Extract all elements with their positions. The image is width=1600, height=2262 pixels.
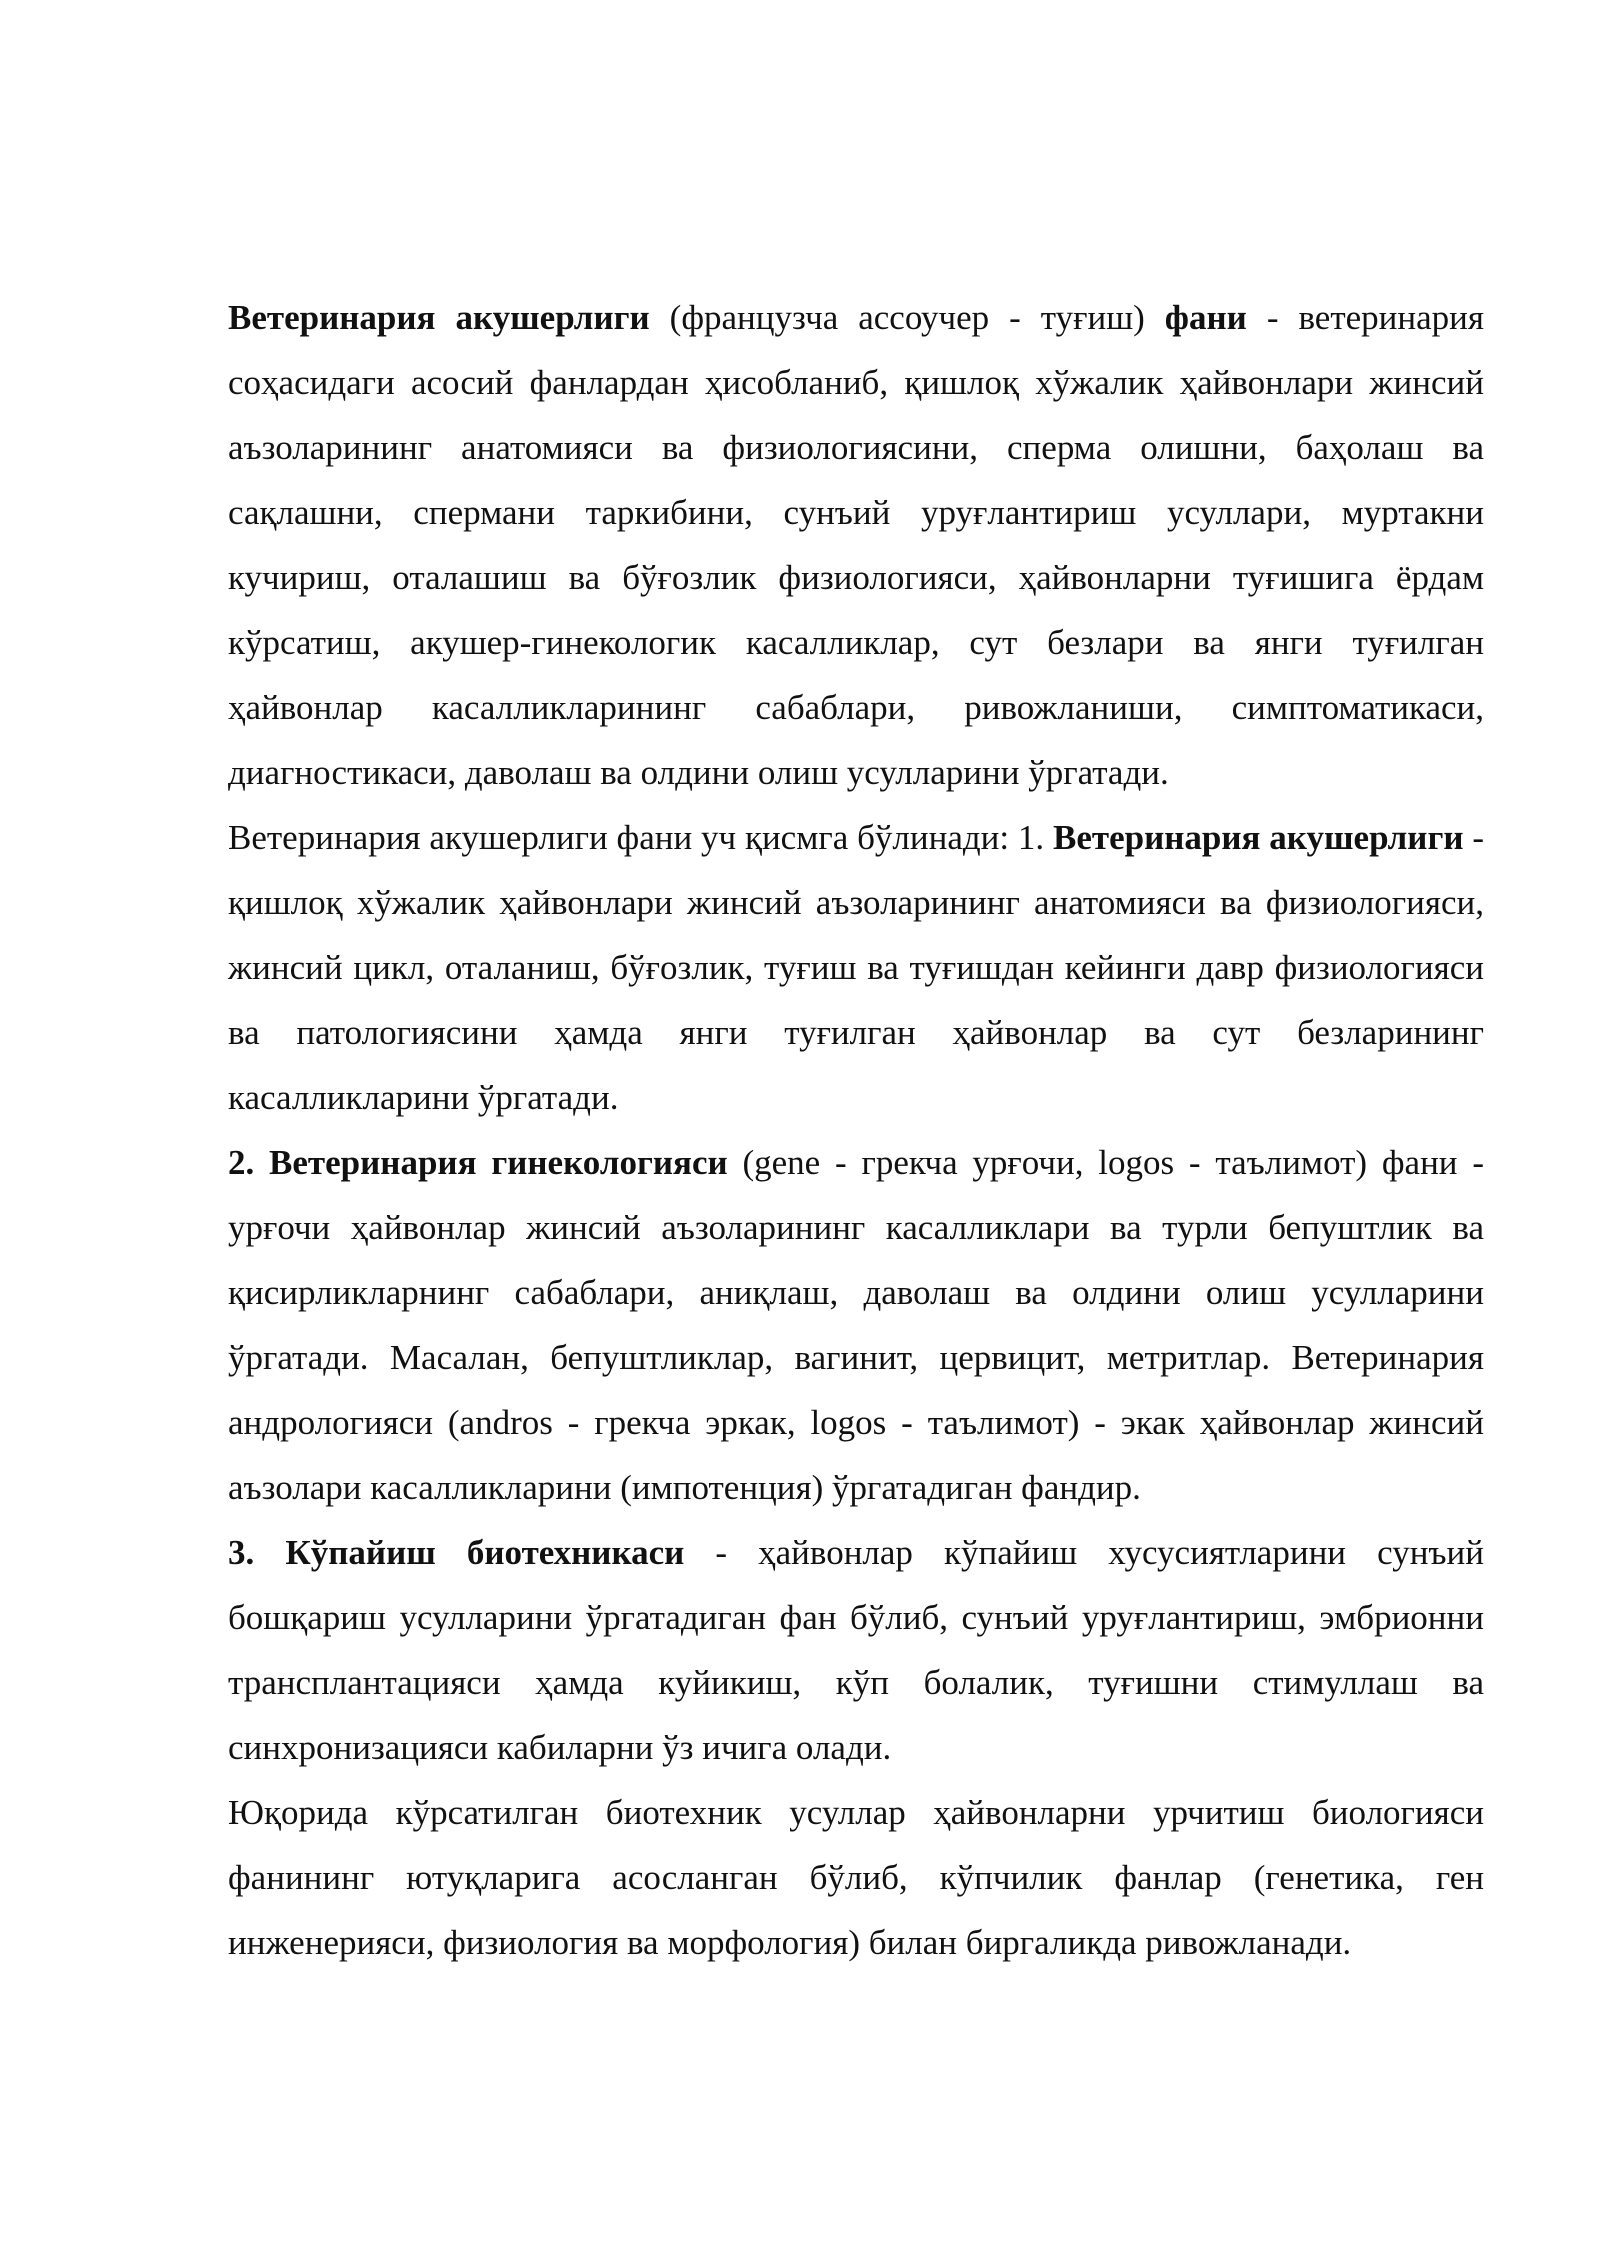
term-gloss: (французча ассоучер - туғиш) — [649, 298, 1165, 337]
document-page — [228, 285, 1484, 1975]
term-veterinary-obstetrics: Ветеринария акушерлиги — [228, 298, 650, 337]
paragraph-5-text: Юқорида кўрсатилган биотехник усуллар ҳайвонларни урчитиш биологияси фанининг ютуқларига асосланган бўлиб, кўпчилик фанлар (генетика, ген инженерияси, физиология ва морфология) билан биргаликда ривожланади. — [228, 1793, 1484, 1962]
term-part-2: 2. Ветеринария гинекологияси — [228, 1143, 728, 1182]
term-part-1: Ветеринария акушерлиги — [1053, 818, 1464, 857]
term-subject: фани — [1164, 298, 1247, 337]
paragraph-5 — [228, 1780, 1484, 1975]
paragraph-2-intro: Ветеринария акушерлиги фани уч қисмга бўлинади: 1. — [228, 818, 1054, 857]
term-part-3: 3. Кўпайиш биотехникаси — [228, 1533, 685, 1572]
paragraph-3 — [228, 1130, 1484, 1520]
paragraph-1 — [228, 285, 1484, 805]
paragraph-4-text: - ҳайвонлар кўпайиш хусусиятларини сунъий бошқариш усулларини ўргатадиган фан бўлиб, сунъий уруғлантириш, эмбрионни трансплантацияси ҳамда куйикиш, кўп болалик, туғишни стимуллаш ва синхронизацияси кабиларни ўз ичига олади. — [228, 1533, 1484, 1767]
paragraph-2-text: - қишлоқ хўжалик ҳайвонлари жинсий аъзоларининг анатомияси ва физиологияси, жинсий цикл, оталаниш, бўғозлик, туғиш ва туғишдан кейинги давр физиологияси ва патологиясини ҳамда янги туғилган ҳайвонлар ва сут безларининг касалликларини ўргатади. — [228, 818, 1485, 1117]
paragraph-3-text: (gene - грекча урғочи, logos - таълимот) фани - урғочи ҳайвонлар жинсий аъзоларининг касалликлари ва турли бепуштлик ва қисирликларнинг сабаблари, аниқлаш, даволаш ва олдини олиш усулларини ўргатади. Масалан, бепуштликлар, вагинит, цервицит, метритлар. Ветеринария андрологияси (andros - грекча эркак, logos - таълимот) - экак ҳайвонлар жинсий аъзолари касалликларини (импотенция) ўргатадиган фандир. — [228, 1143, 1484, 1507]
paragraph-4 — [228, 1520, 1484, 1780]
paragraph-2 — [228, 805, 1484, 1130]
paragraph-1-text: - ветеринария соҳасидаги асосий фанлардан ҳисобланиб, қишлоқ хўжалик ҳайвонлари жинсий аъзоларининг анатомияси ва физиологиясини, сперма олишни, баҳолаш ва сақлашни, спермани таркибини, сунъий уруғлантириш усуллари, муртакни кучириш, оталашиш ва бўғозлик физиологияси, ҳайвонларни туғишига ёрдам кўрсатиш, акушер-гинекологик касалликлар, сут безлари ва янги туғилган ҳайвонлар касалликларининг сабаблари, ривожланиши, симптоматикаси, диагностикаси, даволаш ва олдини олиш усулларини ўргатади. — [228, 298, 1484, 792]
